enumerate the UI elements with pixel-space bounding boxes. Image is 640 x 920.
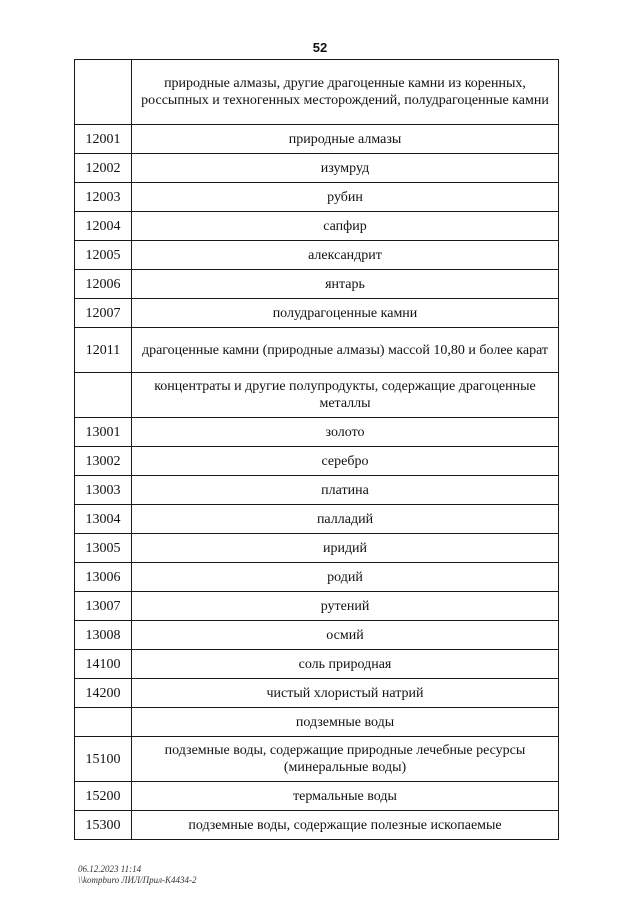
- table-row: [75, 154, 559, 183]
- table-row: [75, 811, 559, 840]
- table-row: [75, 418, 559, 447]
- name-cell: концентраты и другие полупродукты, содержащие драгоценные металлы: [132, 373, 559, 418]
- code-cell: 12002: [75, 154, 132, 183]
- name-cell: подземные воды, содержащие природные лечебные ресурсы (минеральные воды): [132, 737, 559, 782]
- table-row: [75, 241, 559, 270]
- table-row: [75, 534, 559, 563]
- name-cell: природные алмазы, другие драгоценные камни из коренных, россыпных и техногенных месторождений, полудрагоценные камни: [132, 60, 559, 125]
- code-cell: 12011: [75, 328, 132, 373]
- table-row: [75, 782, 559, 811]
- table-row: [75, 505, 559, 534]
- table-row: [75, 183, 559, 212]
- code-cell: 15300: [75, 811, 132, 840]
- code-cell: [75, 60, 132, 125]
- table-row: [75, 708, 559, 737]
- code-cell: 13004: [75, 505, 132, 534]
- table-row: [75, 621, 559, 650]
- table-row: [75, 328, 559, 373]
- name-cell: полудрагоценные камни: [132, 299, 559, 328]
- name-cell: платина: [132, 476, 559, 505]
- document-footer: [78, 864, 197, 886]
- name-cell: золото: [132, 418, 559, 447]
- code-cell: 13003: [75, 476, 132, 505]
- footer-file-path: \\kompburo ЛИЛ/Прил-К4434-2: [78, 875, 197, 885]
- name-cell: рутений: [132, 592, 559, 621]
- name-cell: иридий: [132, 534, 559, 563]
- code-cell: [75, 708, 132, 737]
- name-cell: подземные воды: [132, 708, 559, 737]
- name-cell: палладий: [132, 505, 559, 534]
- code-cell: 12001: [75, 125, 132, 154]
- code-cell: 14100: [75, 650, 132, 679]
- name-cell: чистый хлористый натрий: [132, 679, 559, 708]
- name-cell: осмий: [132, 621, 559, 650]
- name-cell: термальные воды: [132, 782, 559, 811]
- name-cell: александрит: [132, 241, 559, 270]
- name-cell: сапфир: [132, 212, 559, 241]
- code-cell: 12006: [75, 270, 132, 299]
- name-cell: природные алмазы: [132, 125, 559, 154]
- code-cell: 13008: [75, 621, 132, 650]
- code-cell: [75, 373, 132, 418]
- code-cell: 12007: [75, 299, 132, 328]
- table-row: [75, 299, 559, 328]
- code-cell: 13007: [75, 592, 132, 621]
- code-cell: 13001: [75, 418, 132, 447]
- table-row: [75, 125, 559, 154]
- name-cell: янтарь: [132, 270, 559, 299]
- table-row: [75, 592, 559, 621]
- mineral-codes-table: [74, 59, 559, 840]
- name-cell: соль природная: [132, 650, 559, 679]
- name-cell: рубин: [132, 183, 559, 212]
- table-row: [75, 563, 559, 592]
- table-row: [75, 650, 559, 679]
- table-row: [75, 212, 559, 241]
- name-cell: подземные воды, содержащие полезные ископаемые: [132, 811, 559, 840]
- name-cell: серебро: [132, 447, 559, 476]
- footer-timestamp: 06.12.2023 11:14: [78, 864, 142, 874]
- code-cell: 15100: [75, 737, 132, 782]
- name-cell: родий: [132, 563, 559, 592]
- code-cell: 12005: [75, 241, 132, 270]
- code-cell: 12003: [75, 183, 132, 212]
- code-cell: 12004: [75, 212, 132, 241]
- table-row: [75, 447, 559, 476]
- name-cell: драгоценные камни (природные алмазы) массой 10,80 и более карат: [132, 328, 559, 373]
- name-cell: изумруд: [132, 154, 559, 183]
- page-number: 52: [312, 40, 328, 55]
- table-row: [75, 373, 559, 418]
- table-row: [75, 60, 559, 125]
- code-cell: 13002: [75, 447, 132, 476]
- table-row: [75, 737, 559, 782]
- table-row: [75, 679, 559, 708]
- code-cell: 15200: [75, 782, 132, 811]
- code-cell: 13005: [75, 534, 132, 563]
- table-row: [75, 476, 559, 505]
- code-cell: 14200: [75, 679, 132, 708]
- code-cell: 13006: [75, 563, 132, 592]
- table-row: [75, 270, 559, 299]
